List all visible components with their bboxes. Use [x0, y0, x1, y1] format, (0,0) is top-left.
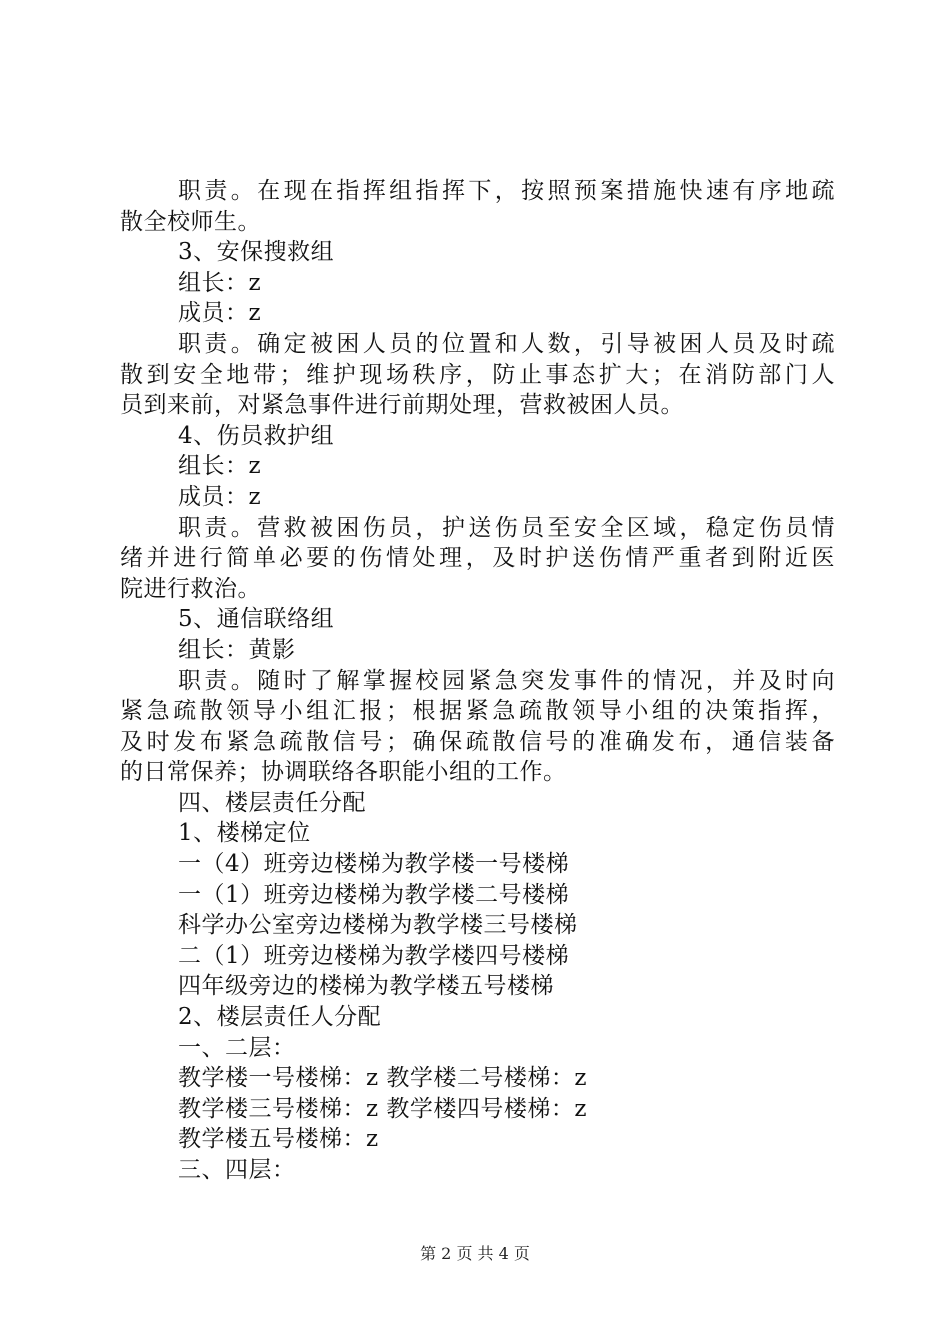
text-line: 组长：z: [178, 269, 262, 296]
text-line: 职责。在现在指挥组指挥下，按照预案措施快速有序地疏: [178, 178, 835, 204]
text-line: 的日常保养；协调联络各职能小组的工作。: [120, 759, 567, 786]
text-line: 教学楼三号楼梯：z 教学楼四号楼梯：z: [178, 1095, 588, 1122]
text-line: 员到来前，对紧急事件进行前期处理，营救被困人员。: [120, 392, 684, 419]
text-line: 教学楼五号楼梯：z: [178, 1126, 379, 1153]
text-line: 一（1）班旁边楼梯为教学楼二号楼梯: [178, 881, 570, 908]
text-line: 职责。营救被困伤员，护送伤员至安全区域，稳定伤员情: [178, 514, 835, 541]
text-line: 四年级旁边的楼梯为教学楼五号楼梯: [178, 973, 554, 1000]
text-line: 5、通信联络组: [178, 606, 335, 633]
text-line: 一、二层：: [178, 1034, 296, 1061]
text-line: 及时发布紧急疏散信号；确保疏散信号的准确发布，通信装备: [120, 728, 835, 755]
text-line: 院进行救治。: [120, 575, 261, 602]
text-line: 三、四层：: [178, 1157, 296, 1183]
text-line: 四、楼层责任分配: [178, 789, 366, 816]
text-line: 1、楼梯定位: [178, 820, 311, 847]
text-line: 2、楼层责任人分配: [178, 1004, 382, 1031]
document-body: [120, 176, 835, 1186]
text-line: 3、安保搜救组: [178, 239, 335, 266]
text-line: 散到安全地带；维护现场秩序，防止事态扩大；在消防部门人: [120, 361, 835, 388]
text-line: 紧急疏散领导小组汇报；根据紧急疏散领导小组的决策指挥，: [120, 698, 835, 725]
text-line: 职责。随时了解掌握校园紧急突发事件的情况，并及时向: [178, 667, 835, 694]
text-line: 4、伤员救护组: [178, 422, 335, 449]
text-line: 职责。确定被困人员的位置和人数，引导被困人员及时疏: [178, 330, 835, 357]
text-line: 组长：黄影: [178, 636, 296, 663]
text-line: 科学办公室旁边楼梯为教学楼三号楼梯: [178, 912, 578, 939]
text-line: 教学楼一号楼梯：z 教学楼二号楼梯：z: [178, 1065, 588, 1092]
text-line: 成员：z: [178, 300, 262, 327]
page-footer: 第 2 页 共 4 页: [420, 1244, 530, 1263]
text-line: 绪并进行简单必要的伤情处理，及时护送伤情严重者到附近医: [120, 545, 835, 572]
text-line: 组长：z: [178, 453, 262, 480]
text-line: 二（1）班旁边楼梯为教学楼四号楼梯: [178, 942, 570, 969]
text-line: 成员：z: [178, 483, 262, 510]
text-line: 散全校师生。: [120, 208, 261, 235]
text-line: 一（4）班旁边楼梯为教学楼一号楼梯: [178, 851, 570, 878]
